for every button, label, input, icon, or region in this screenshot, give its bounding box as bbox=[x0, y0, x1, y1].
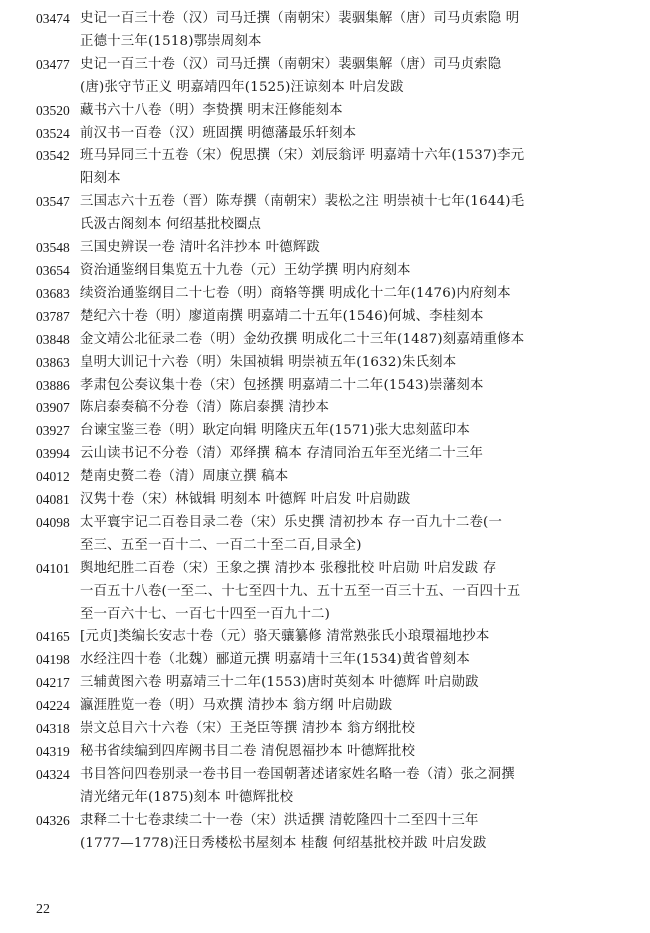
catalog-entry bbox=[36, 283, 626, 306]
entry-number: 03863 bbox=[36, 354, 70, 370]
entry-description: 金文靖公北征录二卷（明）金幼孜撰 明成化二十三年(1487)刻嘉靖重修本 bbox=[80, 331, 525, 347]
entry-description: 隶释二十七卷隶续二十一卷（宋）洪适撰 清乾隆四十二至四十三年 (1777—1778)汪日秀楼松书屋刻本 桂馥 何绍基批校并跋 叶启发跋 bbox=[80, 812, 487, 851]
entry-number: 03994 bbox=[36, 446, 70, 462]
catalog-entry bbox=[36, 260, 626, 283]
entry-number: 04326 bbox=[36, 812, 70, 828]
catalog-entry bbox=[36, 489, 626, 512]
catalog-entry bbox=[36, 672, 626, 695]
entry-number: 03520 bbox=[36, 102, 70, 118]
entry-number: 04198 bbox=[36, 652, 70, 668]
entry-number: 04098 bbox=[36, 514, 70, 530]
catalog-entry bbox=[36, 191, 626, 237]
entry-number: 04217 bbox=[36, 675, 70, 691]
entry-description: 水经注四十卷（北魏）郦道元撰 明嘉靖十三年(1534)黄省曾刻本 bbox=[80, 652, 470, 668]
catalog-entry bbox=[36, 420, 626, 443]
catalog-entry bbox=[36, 649, 626, 672]
entry-description: 云山读书记不分卷（清）邓绎撰 稿本 存清同治五年至光绪二十三年 bbox=[80, 446, 484, 462]
entry-description: 三辅黄图六卷 明嘉靖三十二年(1553)唐时英刻本 叶德辉 叶启勋跋 bbox=[80, 675, 479, 691]
catalog-entry bbox=[36, 54, 626, 100]
entry-number: 03927 bbox=[36, 423, 70, 439]
entry-description: 三国史辨误一卷 清叶名沣抄本 叶德辉跋 bbox=[80, 240, 320, 256]
catalog-entry bbox=[36, 352, 626, 375]
entry-number: 03848 bbox=[36, 331, 70, 347]
entry-description: 书目答问四卷别录一卷书目一卷国朝著述诸家姓名略一卷（清）张之洞撰 清光绪元年(1875)刻本 叶德辉批校 bbox=[80, 766, 515, 805]
entry-number: 03542 bbox=[36, 148, 70, 164]
entry-number: 04012 bbox=[36, 469, 70, 485]
catalog-entry bbox=[36, 329, 626, 352]
entry-description: 皇明大训记十六卷（明）朱国祯辑 明崇祯五年(1632)朱氏刻本 bbox=[80, 354, 457, 370]
entry-number: 04101 bbox=[36, 560, 70, 576]
entry-number: 03907 bbox=[36, 400, 70, 416]
entry-number: 04224 bbox=[36, 698, 70, 714]
entry-number: 03548 bbox=[36, 240, 70, 256]
entry-description: 楚纪六十卷（明）廖道南撰 明嘉靖二十五年(1546)何城、李桂刻本 bbox=[80, 308, 484, 324]
entry-number: 03683 bbox=[36, 285, 70, 301]
catalog-entry bbox=[36, 512, 626, 558]
entry-description: 崇文总目六十六卷（宋）王尧臣等撰 清抄本 翁方纲批校 bbox=[80, 721, 416, 737]
entry-description: 楚南史赘二卷（清）周康立撰 稿本 bbox=[80, 469, 289, 485]
catalog-entry bbox=[36, 764, 626, 810]
entry-description: 续资治通鉴纲目二十七卷（明）商辂等撰 明成化十二年(1476)内府刻本 bbox=[80, 285, 511, 301]
entry-description: 秘书省续编到四库阙书目二卷 清倪恩福抄本 叶德辉批校 bbox=[80, 744, 416, 759]
catalog-entry bbox=[36, 123, 626, 146]
entry-description: 藏书六十八卷（明）李贽撰 明末汪修能刻本 bbox=[80, 102, 343, 118]
entry-description: 汉隽十卷（宋）林钺辑 明刻本 叶德辉 叶启发 叶启勋跋 bbox=[80, 492, 411, 508]
entry-description: [元贞]类编长安志十卷（元）骆天骧纂修 清常熟张氏小琅環福地抄本 bbox=[80, 629, 490, 645]
entry-number: 03654 bbox=[36, 262, 70, 278]
entry-description: 陈启泰奏稿不分卷（清）陈启泰撰 清抄本 bbox=[80, 400, 330, 416]
catalog-entry bbox=[36, 375, 626, 398]
catalog-entry bbox=[36, 8, 626, 54]
catalog-entry bbox=[36, 718, 626, 741]
catalog-entry bbox=[36, 466, 626, 489]
catalog-entry bbox=[36, 100, 626, 123]
entry-description: 瀛涯胜览一卷（明）马欢撰 清抄本 翁方纲 叶启勋跋 bbox=[80, 698, 393, 714]
catalog-entry bbox=[36, 810, 626, 856]
entry-description: 资治通鉴纲目集览五十九卷（元）王幼学撰 明内府刻本 bbox=[80, 262, 411, 278]
catalog-entry bbox=[36, 306, 626, 329]
entry-description: 班马异同三十五卷（宋）倪思撰（宋）刘辰翁评 明嘉靖十六年(1537)李元 阳刻本 bbox=[80, 148, 525, 187]
catalog-entry bbox=[36, 397, 626, 420]
catalog-entry bbox=[36, 741, 626, 764]
entry-number: 04318 bbox=[36, 721, 70, 737]
entry-number: 03477 bbox=[36, 56, 70, 72]
catalog-entry bbox=[36, 695, 626, 718]
entry-number: 03524 bbox=[36, 125, 70, 141]
entry-number: 03886 bbox=[36, 377, 70, 393]
entry-number: 04165 bbox=[36, 629, 70, 645]
catalog-entry-list bbox=[36, 8, 626, 856]
page-number: 22 bbox=[36, 902, 50, 917]
entry-description: 太平寰宇记二百卷目录二卷（宋）乐史撰 清初抄本 存一百九十二卷(一 至三、五至一百十二、一百二十至二百,目录全) bbox=[80, 514, 503, 553]
entry-description: 三国志六十五卷（晋）陈寿撰（南朝宋）裴松之注 明崇祯十七年(1644)毛 氏汲古阁刻本 何绍基批校圈点 bbox=[80, 194, 525, 233]
catalog-entry bbox=[36, 145, 626, 191]
entry-number: 03474 bbox=[36, 11, 70, 26]
entry-description: 前汉书一百卷（汉）班固撰 明德藩最乐轩刻本 bbox=[80, 125, 357, 141]
catalog-entry bbox=[36, 626, 626, 649]
entry-number: 04319 bbox=[36, 744, 70, 759]
catalog-entry bbox=[36, 237, 626, 260]
entry-description: 史记一百三十卷（汉）司马迁撰（南朝宋）裴骃集解（唐）司马贞索隐 (唐)张守节正义 明嘉靖四年(1525)汪谅刻本 叶启发跋 bbox=[80, 56, 502, 95]
entry-description: 舆地纪胜二百卷（宋）王象之撰 清抄本 张穆批校 叶启勋 叶启发跋 存 一百五十八卷(一至二、十七至四十九、五十五至一百三十五、一百四十五 至一百六十七、一百七十四至一百九十二) bbox=[80, 560, 521, 622]
catalog-entry bbox=[36, 443, 626, 466]
entry-description: 史记一百三十卷（汉）司马迁撰（南朝宋）裴骃集解（唐）司马贞索隐 明 正德十三年(1518)鄂崇周刻本 bbox=[80, 11, 520, 49]
entry-number: 04081 bbox=[36, 492, 70, 508]
entry-number: 03547 bbox=[36, 194, 70, 210]
entry-description: 孝肃包公奏议集十卷（宋）包拯撰 明嘉靖二十二年(1543)崇藩刻本 bbox=[80, 377, 484, 393]
entry-number: 03787 bbox=[36, 308, 70, 324]
entry-number: 04324 bbox=[36, 766, 70, 782]
catalog-entry bbox=[36, 558, 626, 627]
entry-description: 台谏宝鉴三卷（明）耿定向辑 明隆庆五年(1571)张大忠刻蓝印本 bbox=[80, 423, 470, 439]
